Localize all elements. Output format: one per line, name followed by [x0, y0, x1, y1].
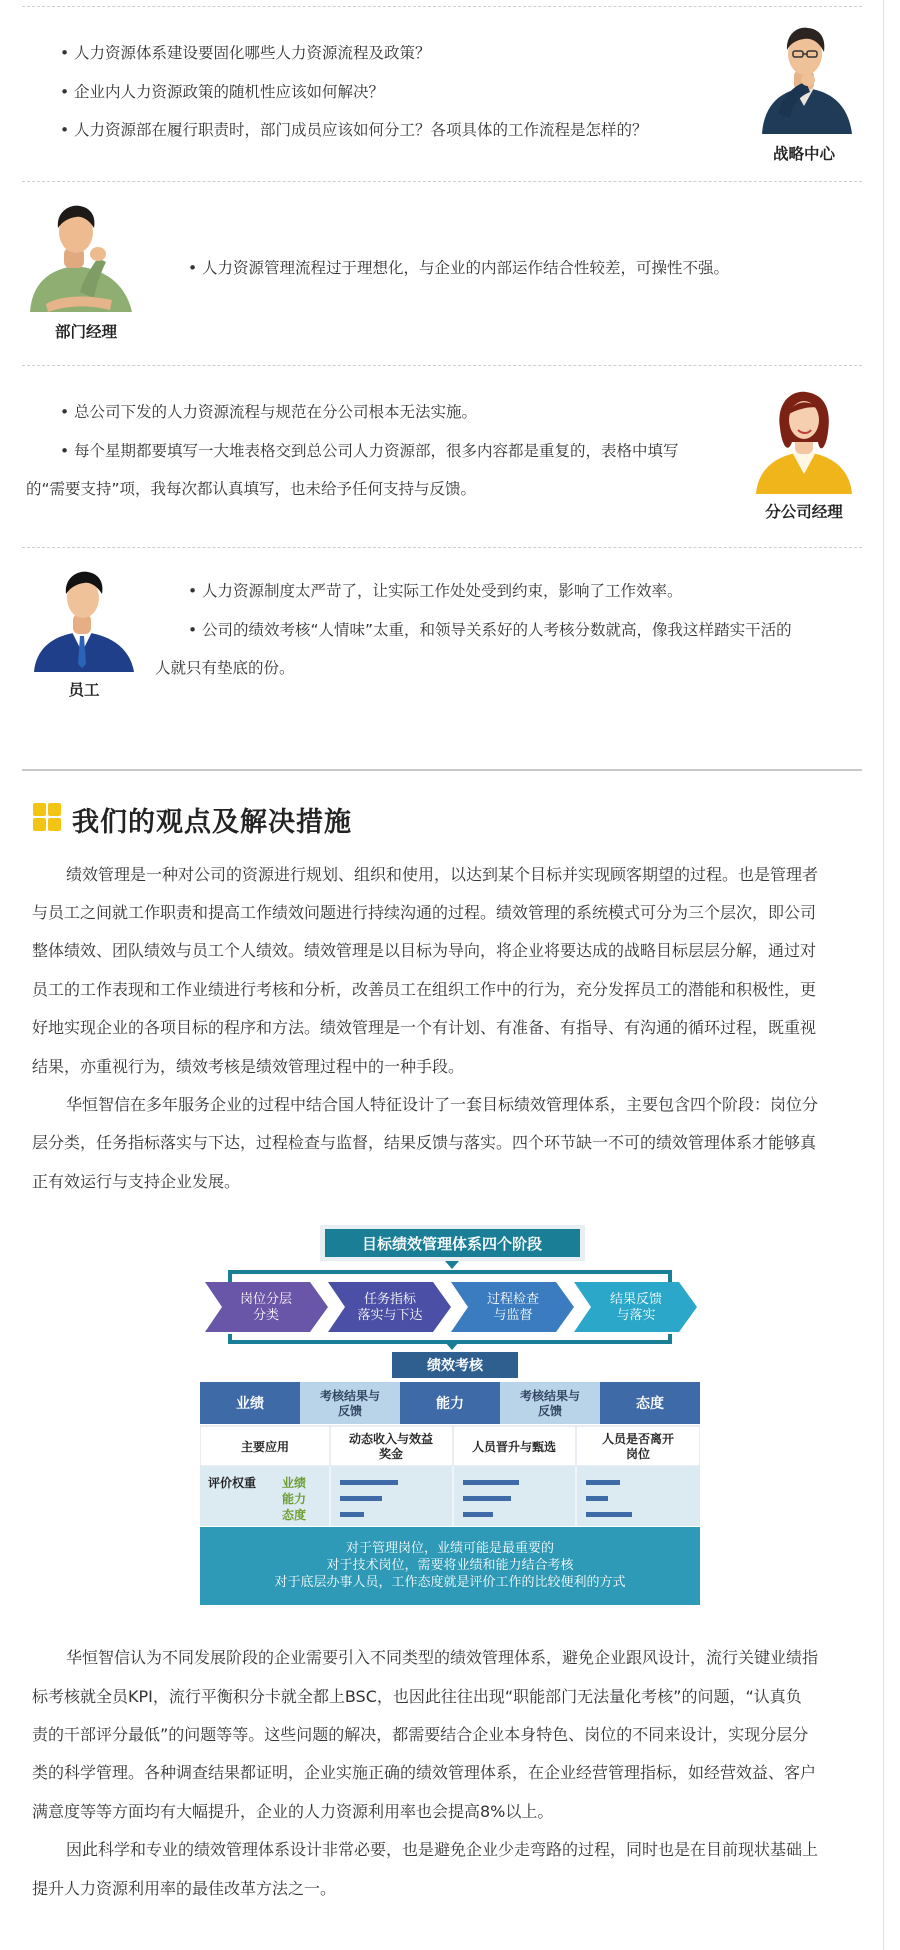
- divider: [22, 6, 862, 7]
- arrow-down-icon: [445, 1342, 459, 1350]
- stage-label-line: 落实与下达: [357, 1308, 423, 1323]
- weight-bar: [586, 1512, 632, 1517]
- problem-bullet: • 每个星期都要填写一大堆表格交到总公司人力资源部，很多内容都是重复的，表格中填写: [60, 442, 679, 460]
- body-text-line: 好地实现企业的各项目标的程序和方法。绩效管理是一个有计划、有准备、有指导、有沟通的循环过程，既重视: [32, 1018, 817, 1037]
- stage-arrow: [205, 1282, 328, 1332]
- weight-bar: [463, 1480, 519, 1485]
- weight-bar: [586, 1480, 620, 1485]
- role-label: 分公司经理: [765, 503, 843, 521]
- apply-cell-line: 岗位: [625, 1447, 651, 1461]
- weight-label: 评价权重: [208, 1476, 257, 1490]
- stage-arrow: [328, 1282, 451, 1332]
- apply-cell-line: 动态收入与效益: [348, 1432, 434, 1446]
- department-manager-avatar: [26, 200, 138, 312]
- apply-label: 主要应用: [240, 1440, 290, 1454]
- stage-arrow: [451, 1282, 574, 1332]
- weight-bar: [463, 1496, 511, 1501]
- header-label-line: 反馈: [337, 1404, 363, 1418]
- problem-bullet: • 人力资源部在履行职责时，部门成员应该如何分工？各项具体的工作流程是怎样的？: [60, 121, 648, 139]
- assess-label: 绩效考核: [427, 1358, 483, 1374]
- note-line: 对于技术岗位，需要将业绩和能力结合考核: [326, 1558, 574, 1573]
- apply-cell-line: 奖金: [378, 1447, 404, 1461]
- weight-item: 能力: [282, 1492, 307, 1506]
- body-text-line: 华恒智信认为不同发展阶段的企业需要引入不同类型的绩效管理体系，避免企业跟风设计，流行关键业绩指: [66, 1648, 819, 1667]
- stage-label-line: 过程检查: [486, 1292, 540, 1307]
- weight-bar: [340, 1480, 398, 1485]
- page-border: [883, 0, 884, 1950]
- weight-item: 态度: [282, 1508, 307, 1522]
- stage-label-line: 结果反馈: [609, 1292, 663, 1307]
- arrow-down-icon: [445, 1261, 459, 1269]
- branch-manager-avatar: [748, 388, 860, 494]
- role-label: 部门经理: [54, 323, 117, 341]
- body-text-line: 与员工之间就工作职责和提高工作绩效问题进行持续沟通的过程。绩效管理的系统模式可分为三个层次，即公司: [32, 903, 817, 922]
- body-text-line: 责的干部评分最低”的问题等等。这些问题的解决，都需要结合企业本身特色、岗位的不同来设计，实现分层分: [32, 1725, 809, 1744]
- header-label-line: 反馈: [537, 1404, 563, 1418]
- body-text-line: 正有效运行与支持企业发展。: [32, 1172, 241, 1191]
- problem-bullet: • 公司的绩效考核“人情味”太重，和领导关系好的人考核分数就高，像我这样踏实干活的: [188, 621, 792, 639]
- performance-system-diagram: [200, 1222, 700, 1622]
- body-text-line: 标考核就全员KPI，流行平衡积分卡就全都上BSC，也因此往往出现“职能部门无法量化考核”的问题，“认真负: [32, 1687, 802, 1706]
- stage-label-line: 与监督: [493, 1308, 533, 1323]
- problem-bullet-continuation: 的“需要支持”项，我每次都认真填写，也未给予任何支持与反馈。: [26, 480, 477, 498]
- body-text-line: 因此科学和专业的绩效管理体系设计非常必要，也是避免企业少走弯路的过程，同时也是在目前现状基础上: [66, 1840, 819, 1859]
- problem-bullet: • 人力资源管理流程过于理想化，与企业的内部运作结合性较差，可操性不强。: [188, 259, 730, 277]
- strategy-center-avatar: [748, 22, 860, 134]
- body-text-line: 华恒智信在多年服务企业的过程中结合国人特征设计了一套目标绩效管理体系，主要包含四个阶段：岗位分: [66, 1095, 819, 1114]
- problem-bullet-continuation: 人就只有垫底的份。: [155, 659, 295, 677]
- problem-bullet: • 人力资源体系建设要固化哪些人力资源流程及政策？: [60, 44, 431, 62]
- problem-bullet: • 企业内人力资源政策的随机性应该如何解决？: [60, 83, 385, 101]
- stage-label-line: 分类: [252, 1308, 280, 1323]
- body-text-line: 类的科学管理。各种调查结果都证明，企业实施正确的绩效管理体系，在企业经营管理指标，如经营效益、客户: [32, 1763, 817, 1782]
- body-text-line: 整体绩效、团队绩效与员工个人绩效。绩效管理是以目标为导向，将企业将要达成的战略目标层层分解，通过对: [32, 941, 817, 960]
- diagram-title: 目标绩效管理体系四个阶段: [361, 1235, 543, 1253]
- body-text-line: 员工的工作表现和工作业绩进行考核和分析，改善员工在组织工作中的行为，充分发挥员工的潜能和积极性，更: [32, 980, 817, 999]
- weight-bar: [340, 1512, 364, 1517]
- header-label: 态度: [636, 1396, 664, 1412]
- employee-avatar: [30, 568, 138, 672]
- header-label-line: 考核结果与: [519, 1389, 581, 1403]
- apply-cell-line: 人员是否离开: [601, 1432, 675, 1446]
- body-text-line: 绩效管理是一种对公司的资源进行规划、组织和使用，以达到某个目标并实现顾客期望的过程。也是管理者: [66, 865, 819, 884]
- body-text-line: 满意度等等方面均有大幅提升，企业的人力资源利用率也会提高8%以上。: [32, 1802, 554, 1821]
- stage-label-line: 任务指标: [363, 1292, 417, 1307]
- stage-label-line: 岗位分层: [239, 1292, 293, 1307]
- role-label: 战略中心: [772, 145, 835, 163]
- section-divider: [22, 769, 862, 771]
- divider: [22, 181, 862, 182]
- divider: [22, 547, 862, 548]
- apply-cell: 人员晋升与甄选: [471, 1440, 557, 1454]
- note-line: 对于管理岗位，业绩可能是最重要的: [345, 1541, 555, 1556]
- grid-icon: [33, 803, 61, 831]
- problem-bullet: • 人力资源制度太严苛了，让实际工作处处受到约束，影响了工作效率。: [188, 582, 683, 600]
- weight-bar: [463, 1512, 493, 1517]
- header-label-line: 考核结果与: [319, 1389, 381, 1403]
- weight-bar: [340, 1496, 382, 1501]
- header-label: 能力: [436, 1396, 464, 1412]
- bracket-line: [230, 1272, 670, 1282]
- header-label: 业绩: [236, 1396, 264, 1412]
- stage-label-line: 与落实: [616, 1308, 656, 1323]
- note-line: 对于底层办事人员，工作态度就是评价工作的比较便利的方式: [274, 1575, 626, 1590]
- body-text-line: 层分类，任务指标落实与下达，过程检查与监督，结果反馈与落实。四个环节缺一不可的绩效管理体系才能够真: [32, 1133, 817, 1152]
- divider: [22, 365, 862, 366]
- body-text-line: 提升人力资源利用率的最佳改革方法之一。: [32, 1879, 337, 1898]
- problem-bullet: • 总公司下发的人力资源流程与规范在分公司根本无法实施。: [60, 403, 478, 421]
- role-label: 员工: [68, 681, 100, 699]
- weight-item: 业绩: [282, 1476, 307, 1490]
- weight-bar: [586, 1496, 608, 1501]
- bracket-line: [230, 1334, 670, 1342]
- section-title: 我们的观点及解决措施: [72, 807, 352, 838]
- body-text-line: 结果，亦重视行为，绩效考核是绩效管理过程中的一种手段。: [32, 1057, 465, 1076]
- stage-arrow: [574, 1282, 697, 1332]
